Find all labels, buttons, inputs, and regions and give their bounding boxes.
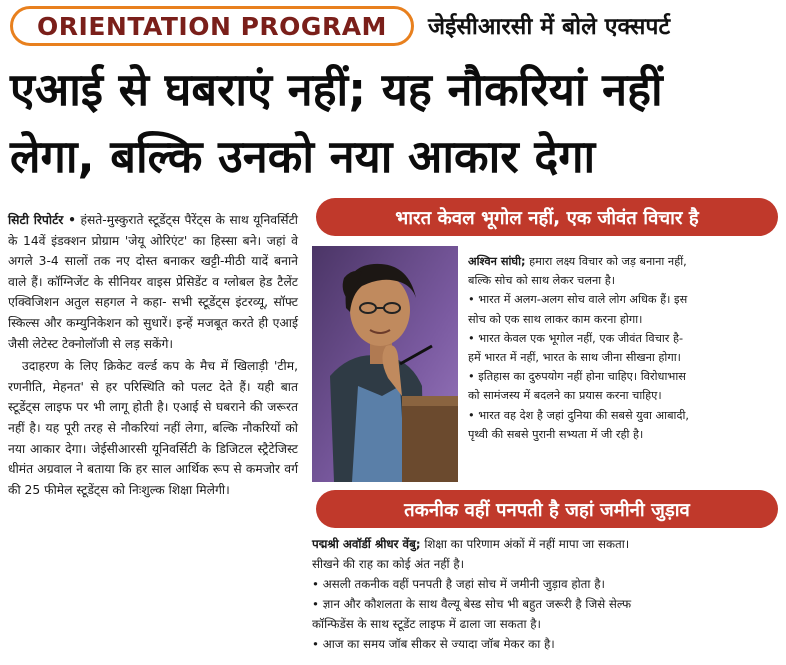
section-1-text (468, 252, 780, 444)
section-1-lead: अश्विन सांघी; हमारा लक्ष्य विचार को जड़ बनाना नहीं, (468, 255, 687, 268)
section-kicker-pill (10, 6, 414, 46)
headline (10, 56, 780, 190)
headline-line-1: एआई से घबराएं नहीं; यह नौकरियां नहीं (10, 63, 663, 116)
kicker-label: ORIENTATION PROGRAM (37, 11, 387, 41)
section-banner-1 (316, 198, 778, 236)
section-1-speaker: अश्विन सांघी; (468, 255, 526, 268)
body-paragraph-1-text: हंसते-मुस्कुराते स्टूडेंट्स पैरेंट्स के साथ यूनिवर्सिटी के 14वें इंडक्शन प्रोग्राम 'जेयू ओरिएंट' का हिस्सा बने। जहां वे अगले 3-4 सालों तक नए दोस्त बनाकर खट्टी-मीठी यादें बनाने वाले हैं। कॉग्निजेंट के सीनियर वाइस प्रेसिडेंट व ग्लोबल हेड टैलेंट एक्विजिशन अतुल सहगल ने कहा- सभी स्टूडेंट्स इंटरव्यू, सॉफ्ट स्किल्स और कम्युनिकेशन को सुधारें। इन्हें मजबूत करते ही एआई जैसी लेटेस्ट टेक्नोलॉजी से लड़ सकेंगे। (8, 213, 298, 351)
section-1-line: • इतिहास का दुरुपयोग नहीं होना चाहिए। विरोधाभास (468, 370, 686, 384)
section-1-line: को सामंजस्य में बदलने का प्रयास करना चाहिए। (468, 389, 662, 403)
body-paragraph-1 (8, 210, 298, 354)
kicker-subtitle: जेईसीआरसी में बोले एक्सपर्ट (428, 14, 671, 40)
section-1-line: सोच को एक साथ लाकर काम करना होगा। (468, 312, 643, 326)
section-1-line: • भारत केवल एक भूगोल नहीं, एक जीवंत विचार है- (468, 331, 684, 345)
article-body (8, 210, 298, 500)
section-2-line: • असली तकनीक वहीं पनपती है जहां सोच में जमीनी जुड़ाव होता है। (312, 577, 605, 591)
section-2-speaker: पद्मश्री अवॉर्डी श्रीधर वेंबु; (312, 537, 421, 551)
section-2-text (312, 534, 782, 654)
section-2-line: सीखने की राह का कोई अंत नहीं है। (312, 557, 465, 571)
section-1-line: • भारत वह देश है जहां दुनिया की सबसे युवा आबादी, (468, 408, 689, 422)
section-1-line: बल्कि सोच को साथ लेकर चलना है। (468, 274, 616, 288)
section-1-line: • भारत में अलग-अलग सोच वाले लोग अधिक हैं। इस (468, 293, 688, 307)
section-1-title: भारत केवल भूगोल नहीं, एक जीवंत विचार है (395, 207, 699, 229)
headline-line-2: लेगा, बल्कि उनको नया आकार देगा (10, 130, 596, 183)
section-2-line: • ज्ञान और कौशलता के साथ वैल्यू बेस्ड सोच भी बहुत जरूरी है जिसे सेल्फ (312, 597, 632, 611)
section-2-line: कॉन्फिडेंस के साथ स्टूडेंट लाइफ में ढाला जा सकता है। (312, 617, 542, 631)
section-banner-2 (316, 490, 778, 528)
section-2-lead: पद्मश्री अवॉर्डी श्रीधर वेंबु; शिक्षा का परिणाम अंकों में नहीं मापा जा सकता। (312, 537, 630, 551)
byline: सिटी रिपोर्टर • (8, 213, 76, 227)
speaker-photo (312, 246, 458, 482)
section-1-line: पृथ्वी की सबसे पुरानी सभ्यता में जी रही है। (468, 427, 644, 441)
section-1-line: हमें भारत में नहीं, भारत के साथ जीना सीखना होगा। (468, 351, 681, 365)
section-2-title: तकनीक वहीं पनपती है जहां जमीनी जुड़ाव (404, 499, 690, 521)
section-2-line: • आज का समय जॉब सीकर से ज्यादा जॉब मेकर का है। (312, 637, 555, 651)
body-paragraph-2: उदाहरण के लिए क्रिकेट वर्ल्ड कप के मैच में खिलाड़ी 'टीम, रणनीति, मेहनत' से हर परिस्थिति को पलट देते हैं। यही बात स्टूडेंट्स लाइफ पर भी लागू होती है। एआई से घबराने की जरूरत नहीं है। यह पूरी तरह से नौकरियां नहीं लेगा, बल्कि नौकरियों को नया आकार देगा। जेईसीआरसी यूनिवर्सिटी के डिजिटल स्ट्रैटेजिस्ट धीमंत अग्रवाल ने बताया कि हर साल आर्थिक रूप से कमजोर वर्ग की 25 फीमेल स्टूडेंट्स को निःशुल्क शिक्षा मिलेगी। (8, 359, 298, 497)
